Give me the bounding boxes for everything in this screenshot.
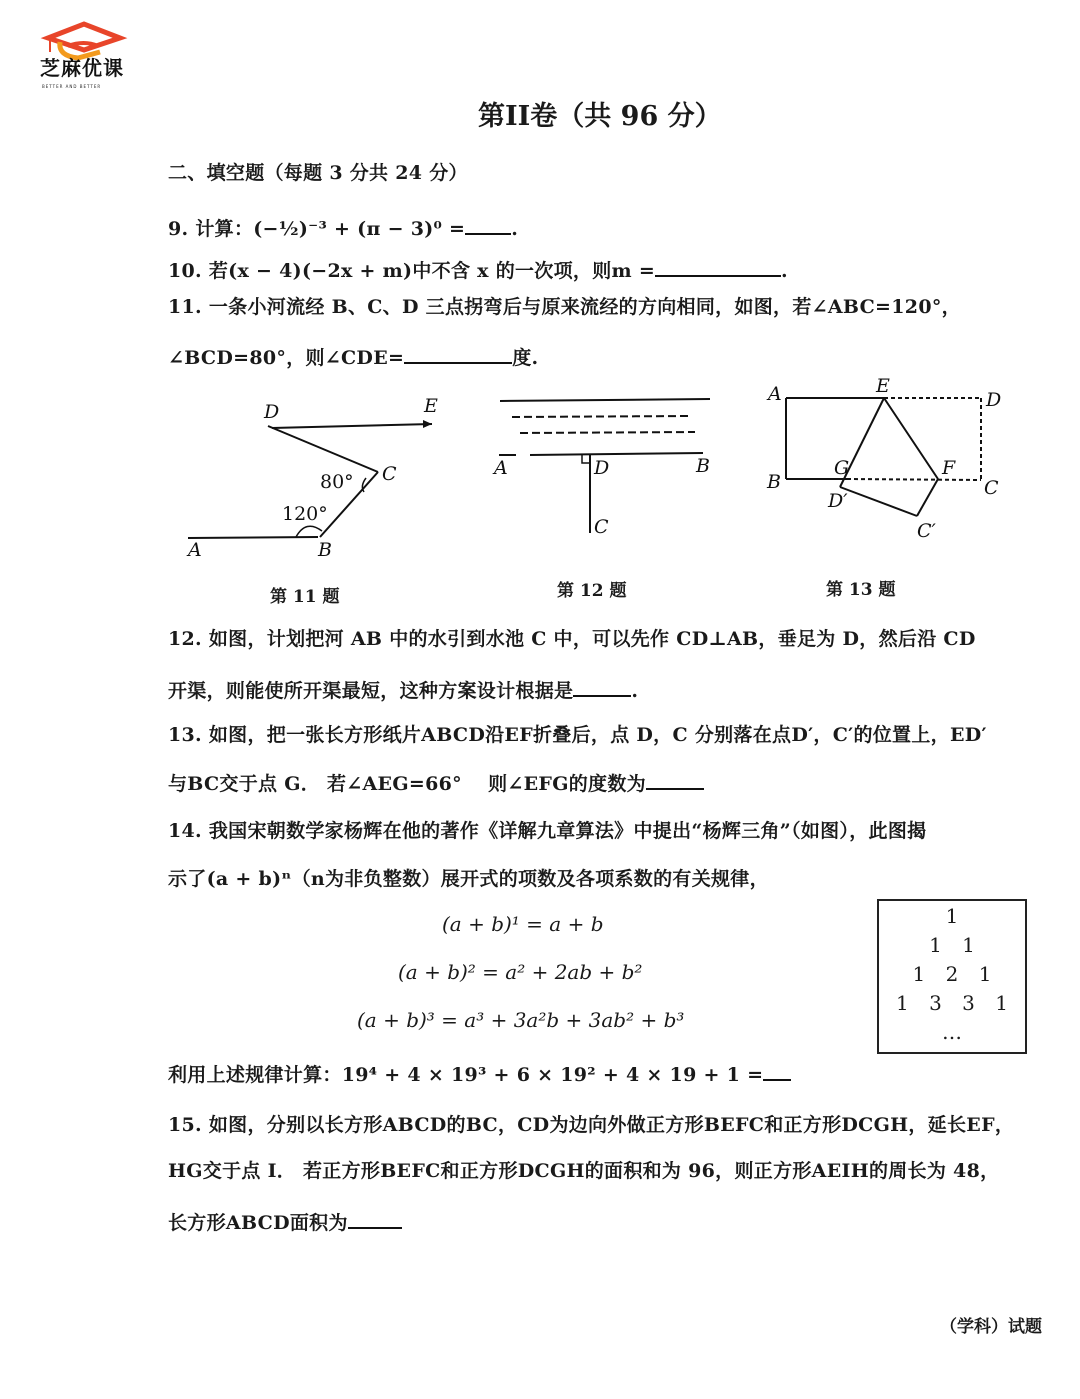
label-A: A	[494, 457, 508, 479]
formula-3: (a + b)³ = a³ + 3a²b + 3ab² + b³	[357, 1008, 685, 1032]
label-G: G	[834, 457, 850, 479]
figure-13	[766, 375, 1001, 542]
q15-text: 长方形ABCD面积为	[168, 1212, 348, 1234]
question-14-line1: 14. 我国宋朝数学家杨辉在他的著作《详解九章算法》中提出“杨辉三角”（如图），此图揭	[168, 820, 927, 842]
logo-name: 芝麻优课	[40, 56, 124, 80]
answer-blank	[646, 774, 704, 790]
figure-11	[186, 395, 438, 561]
q14-text: 利用上述规律计算：19⁴ + 4 × 19³ + 6 × 19² + 4 × 19 + 1 =	[168, 1064, 764, 1086]
question-9: 9. 计算：(−½)⁻³ + (π − 3)⁰ = .	[168, 218, 519, 240]
page-title: 第II卷（共 96 分）	[478, 101, 722, 132]
label-D: D	[264, 401, 280, 423]
label-A: A	[768, 383, 782, 405]
question-10: 10. 若(x − 4)(−2x + m)中不含 x 的一次项，则m = .	[168, 260, 788, 282]
figure-12-caption: 第 12 题	[557, 581, 627, 601]
question-12-line1: 12. 如图，计划把河 AB 中的水引到水池 C 中，可以先作 CD⊥AB，垂足为 D，然后沿 CD	[168, 628, 976, 650]
answer-blank	[348, 1213, 402, 1229]
label-B: B	[318, 539, 332, 561]
label-C: C	[984, 477, 999, 499]
footer-subject: （学科）试题	[940, 1317, 1042, 1337]
question-15-line3	[168, 1208, 402, 1235]
triangle-row: 1 2 1	[912, 962, 992, 986]
label-C: C	[382, 463, 397, 485]
label-E: E	[424, 395, 438, 417]
label-C-prime: C′	[917, 520, 936, 542]
question-13-line1: 13. 如图，把一张长方形纸片ABCD沿EF折叠后，点 D，C 分别落在点D′，C′的位置上，ED′	[168, 724, 987, 746]
q10-text: 10. 若(x − 4)(−2x + m)中不含 x 的一次项，则m =	[168, 260, 656, 282]
q11-unit: 度.	[512, 347, 539, 369]
figure-11-caption: 第 11 题	[270, 587, 340, 607]
question-12-line2: 开渠，则能使所开渠最短，这种方案设计根据是 .	[168, 680, 639, 702]
question-11-line1: 11. 一条小河流经 B、C、D 三点拐弯后与原来流经的方向相同，如图，若∠ABC=120°，	[168, 296, 961, 318]
question-14-line3	[168, 1060, 791, 1087]
formula-1: (a + b)¹ = a + b	[442, 912, 604, 936]
answer-blank	[763, 1065, 791, 1081]
triangle-row: 1	[945, 904, 959, 928]
figures	[0, 0, 1080, 620]
label-F: F	[942, 457, 956, 479]
q13-text: 与BC交于点 G． 若∠AEG=66° 则∠EFG的度数为	[168, 773, 646, 795]
figure-12	[492, 399, 710, 538]
q9-text: 9. 计算：(−½)⁻³ + (π − 3)⁰ =	[168, 218, 466, 240]
label-B: B	[696, 455, 710, 477]
formula-2: (a + b)² = a² + 2ab + b²	[398, 960, 643, 984]
label-D-prime: D′	[828, 490, 848, 512]
triangle-row: 1 1	[929, 933, 975, 957]
triangle-row: 1 3 3 1	[896, 991, 1008, 1015]
triangle-row: …	[942, 1020, 962, 1044]
q11-text: ∠BCD=80°，则∠CDE=	[168, 347, 405, 369]
angle-80: 80°	[320, 471, 354, 493]
label-E: E	[876, 375, 890, 397]
q12-text: 开渠，则能使所开渠最短，这种方案设计根据是	[168, 680, 574, 702]
question-15-line1: 15. 如图，分别以长方形ABCD的BC，CD为边向外做正方形BEFC和正方形DCGH，延长EF，	[168, 1114, 1015, 1136]
question-15-line2: HG交于点 I． 若正方形BEFC和正方形DCGH的面积和为 96，则正方形AEIH的周长为 48，	[168, 1160, 1000, 1182]
angle-120: 120°	[282, 503, 328, 525]
answer-blank	[573, 681, 631, 697]
label-B: B	[767, 471, 781, 493]
question-13-line2	[168, 769, 704, 796]
question-14-line2: 示了(a + b)ⁿ（n为非负整数）展开式的项数及各项系数的有关规律，	[168, 868, 769, 890]
label-D: D	[594, 457, 610, 479]
section-heading: 二、填空题（每题 3 分共 24 分）	[168, 162, 468, 184]
logo-slogan: BETTER AND BETTER	[42, 84, 102, 89]
yang-hui-triangle	[877, 899, 1027, 1054]
figure-13-caption: 第 13 题	[826, 580, 896, 600]
label-A: A	[188, 539, 202, 561]
label-D: D	[986, 389, 1002, 411]
label-C: C	[594, 516, 609, 538]
